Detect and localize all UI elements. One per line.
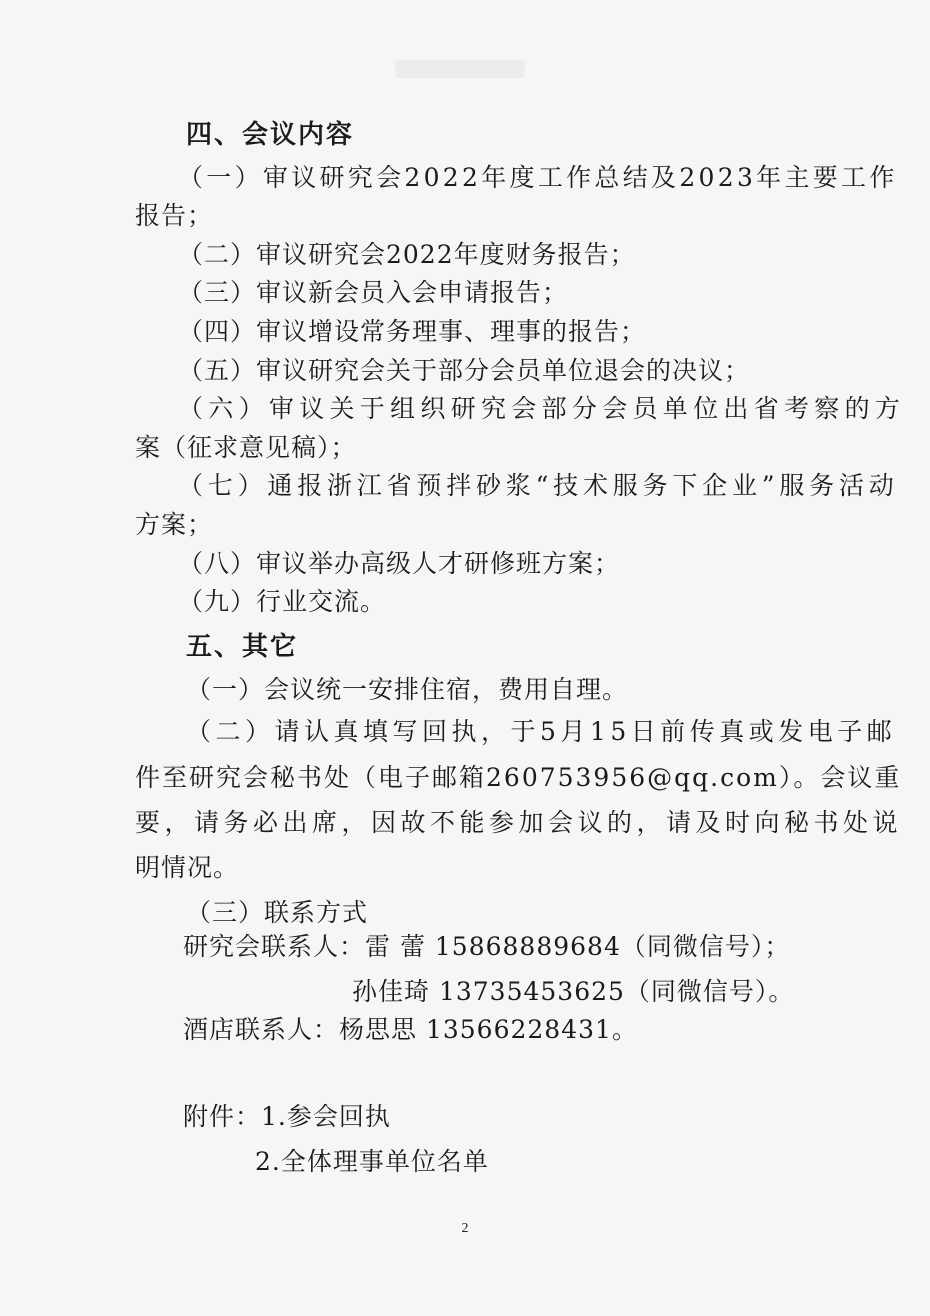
- list-item-8: （八）审议举办高级人才研修班方案；: [178, 549, 621, 578]
- paragraph-2-line3: 要，请务必出席，因故不能参加会议的，请及时向秘书处说: [135, 808, 903, 837]
- attachment-line-1: 附件：1.参会回执: [183, 1102, 391, 1131]
- list-item-3: （三）审议新会员入会申请报告；: [178, 278, 569, 307]
- list-item-1-line2: 报告；: [135, 201, 214, 230]
- contact-line-2: 孙佳琦 13735453625（同微信号）。: [352, 977, 795, 1006]
- section-heading-4: 四、会议内容: [186, 120, 355, 150]
- contact-line-3: 酒店联系人：杨思思 13566228431。: [183, 1015, 638, 1044]
- list-item-1-line1: （一）审议研究会2022年度工作总结及2023年主要工作: [178, 163, 898, 192]
- scan-smudge: [395, 60, 525, 78]
- list-item-7-line2: 方案；: [135, 510, 214, 539]
- list-item-5: （五）审议研究会关于部分会员单位退会的决议；: [178, 356, 751, 385]
- paragraph-3: （三）联系方式: [186, 898, 369, 927]
- contact-line-1: 研究会联系人：雷 蕾 15868889684（同微信号）；: [183, 932, 791, 961]
- section-heading-5: 五、其它: [186, 632, 299, 662]
- list-item-4: （四）审议增设常务理事、理事的报告；: [178, 317, 647, 346]
- attachment-line-2: 2.全体理事单位名单: [255, 1147, 489, 1176]
- paragraph-1: （一）会议统一安排住宿，费用自理。: [186, 675, 629, 704]
- list-item-7-line1: （七）通报浙江省预拌砂浆“技术服务下企业”服务活动: [178, 471, 899, 500]
- paragraph-2-line2: 件至研究会秘书处（电子邮箱260753956@qq.com）。会议重: [135, 763, 902, 792]
- list-item-6-line1: （六）审议关于组织研究会部分会员单位出省考察的方: [178, 394, 906, 423]
- page-number: 2: [461, 1221, 469, 1236]
- list-item-2: （二）审议研究会2022年度财务报告；: [178, 240, 636, 269]
- paragraph-2-line4: 明情况。: [135, 853, 240, 882]
- list-item-9: （九）行业交流。: [178, 587, 387, 616]
- list-item-6-line2: 案（征求意见稿）；: [135, 433, 357, 462]
- paragraph-2-line1: （二）请认真填写回执，于5月15日前传真或发电子邮: [186, 717, 897, 746]
